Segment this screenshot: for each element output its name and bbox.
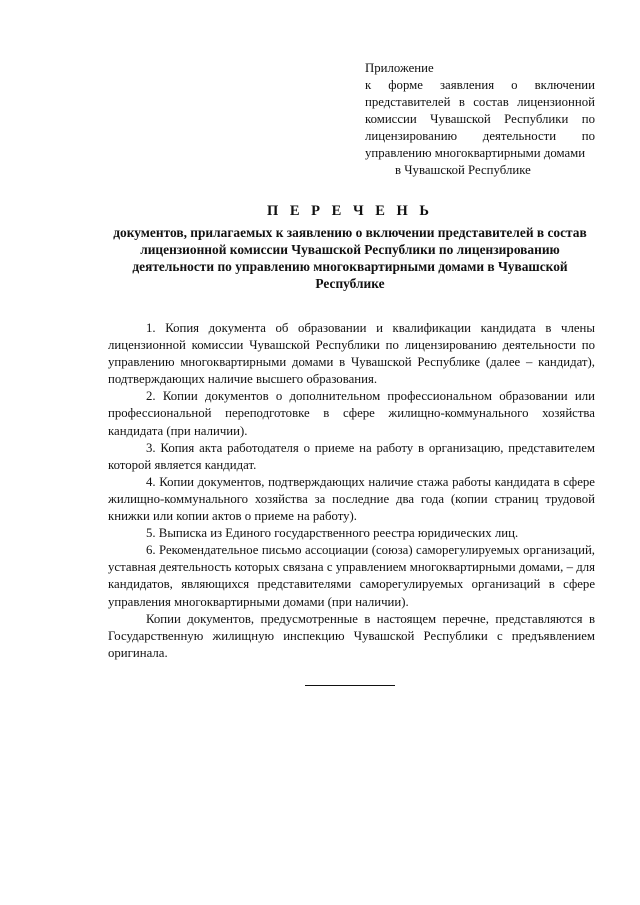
list-item-1: 1. Копия документа об образовании и квалификации кандидата в члены лицензионной комиссии Чувашской Республики по лицензированию деятельности по управлению многоквартирными домами в Чувашской Республике (далее – кандидат), подтверждающих наличие высшего образования. [108,321,595,387]
document-subtitle: документов, прилагаемых к заявлению о включении представителей в состав лицензионной комиссии Чувашской Республики по лицензированию деятельности по управлению многоквартирными домами в Чувашской Республике [113,225,587,291]
list-item-4: 4. Копии документов, подтверждающих наличие стажа работы кандидата в сфере жилищно-коммунального хозяйства за последние два года (копии страниц трудовой книжки или копии актов о приеме на работу). [108,474,595,524]
appendix-last-line: в Чувашской Республике [395,163,531,177]
document-body [108,320,595,662]
separator-line [305,685,395,686]
title-block [110,203,590,292]
document-heading: П Е Р Е Ч Е Н Ь [266,203,434,219]
appendix-title: Приложение [365,61,434,75]
closing-paragraph: Копии документов, предусмотренные в настоящем перечне, представляются в Государственную жилищную инспекцию Чувашской Республики с предъявлением оригинала. [108,611,595,660]
list-item-5: 5. Выписка из Единого государственного реестра юридических лиц. [146,526,519,541]
list-item-2: 2. Копии документов о дополнительном профессиональном образовании или профессиональной переподготовке в сфере жилищно-коммунального хозяйства кандидата (при наличии). [108,389,595,438]
list-item-6: 6. Рекомендательное письмо ассоциации (союза) саморегулируемых организаций, уставная деятельность которых связана с управлением многоквартирными домами, – для кандидатов, являющихся представителями саморегулируемых организаций в сфере управления многоквартирными домами (при наличии). [108,543,595,609]
list-item-3: 3. Копия акта работодателя о приеме на работу в организацию, представителем которой является кандидат. [108,440,595,472]
appendix-text: к форме заявления о включении представителей в состав лицензионной комиссии Чувашской Республики по лицензированию деятельности по управлению многоквартирными домами [365,78,595,160]
appendix-block [365,60,595,179]
